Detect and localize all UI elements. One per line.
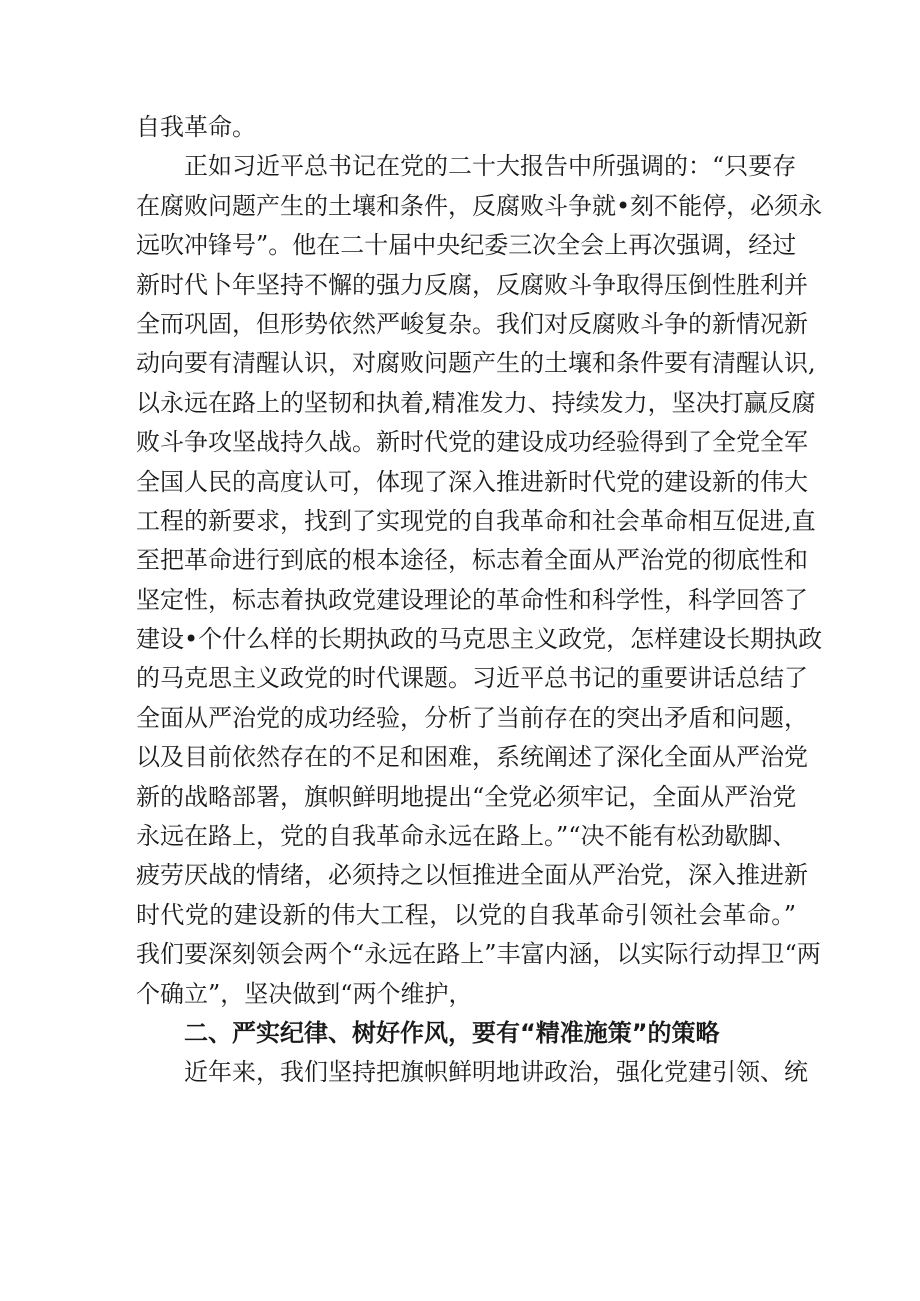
text-line: 疲劳厌战的情绪，必须持之以恒推进全面从严治党，深入推进新 [136,861,808,890]
text-line: 全而巩固，但形势依然严峻复杂。我们对反腐败斗争的新情况新 [136,309,808,338]
paragraph-start-line: 近年来，我们坚持把旗帜鲜明地讲政治，强化党建引领、统 [184,1058,808,1087]
text-line: 新时代卜年坚持不懈的强力反腐，反腐败斗争取得压倒性胜利并 [136,270,808,299]
text-line: 的马克思主义政党的时代课题。习近平总书记的重要讲话总结了 [136,664,808,693]
paragraph-start-line: 正如习近平总书记在党的二十大报告中所强调的：“只要存 [184,152,797,181]
text-line: 败斗争攻坚战持久战。新时代党的建设成功经验得到了全党全军 [136,428,808,457]
text-line: 动向要有清醒认识，对腐败问题产生的土壤和条件要有清醒认识, [136,349,816,378]
text-line: 全国人民的高度认可，体现了深入推进新时代党的建设新的伟大 [136,467,808,496]
text-line: 新的战略部署，旗帜鲜明地提出“全党必须牢记，全面从严治党 [136,782,797,811]
section-heading: 二、严实纪律、树好作风，要有“精准施策”的策略 [184,1018,720,1047]
text-line: 以永远在路上的坚韧和执着,精准发力、持续发力，坚决打赢反腐 [136,388,816,417]
text-line: 我们要深刻领会两个“永远在路上”丰富内涵，以实际行动捍卫“两 [136,940,821,969]
text-line: 自我革命。 [136,113,256,141]
text-line: 永远在路上，党的自我革命永远在路上。”“决不能有松劲歇脚、 [136,822,797,851]
text-line: 远吹冲锋号”。他在二十届中央纪委三次全会上再次强调，经过 [136,231,797,260]
text-line: 工程的新要求，找到了实现党的自我革命和社会革命相互促进,直 [136,506,816,535]
text-line: 以及目前依然存在的不足和困难，系统阐述了深化全面从严治党 [136,743,808,772]
text-line: 坚定性，标志着执政党建设理论的革命性和科学性，科学回答了 [136,585,808,614]
text-line: 在腐败问题产生的土壤和条件，反腐败斗争就•刻不能停，必须永 [136,191,823,220]
text-line: 至把革命进行到底的根本途径，标志着全面从严治党的彻底性和 [136,546,808,575]
text-line: 个确立”，坚决做到“两个维护， [136,979,473,1008]
body-text [136,108,823,1093]
text-line: 时代党的建设新的伟大工程，以党的自我革命引领社会革命。” [136,900,796,929]
text-line: 建设•个什么样的长期执政的马克思主义政党，怎样建设长期执政 [136,625,823,654]
text-line: 全面从严治党的成功经验，分析了当前存在的突出矛盾和问题， [136,703,808,732]
